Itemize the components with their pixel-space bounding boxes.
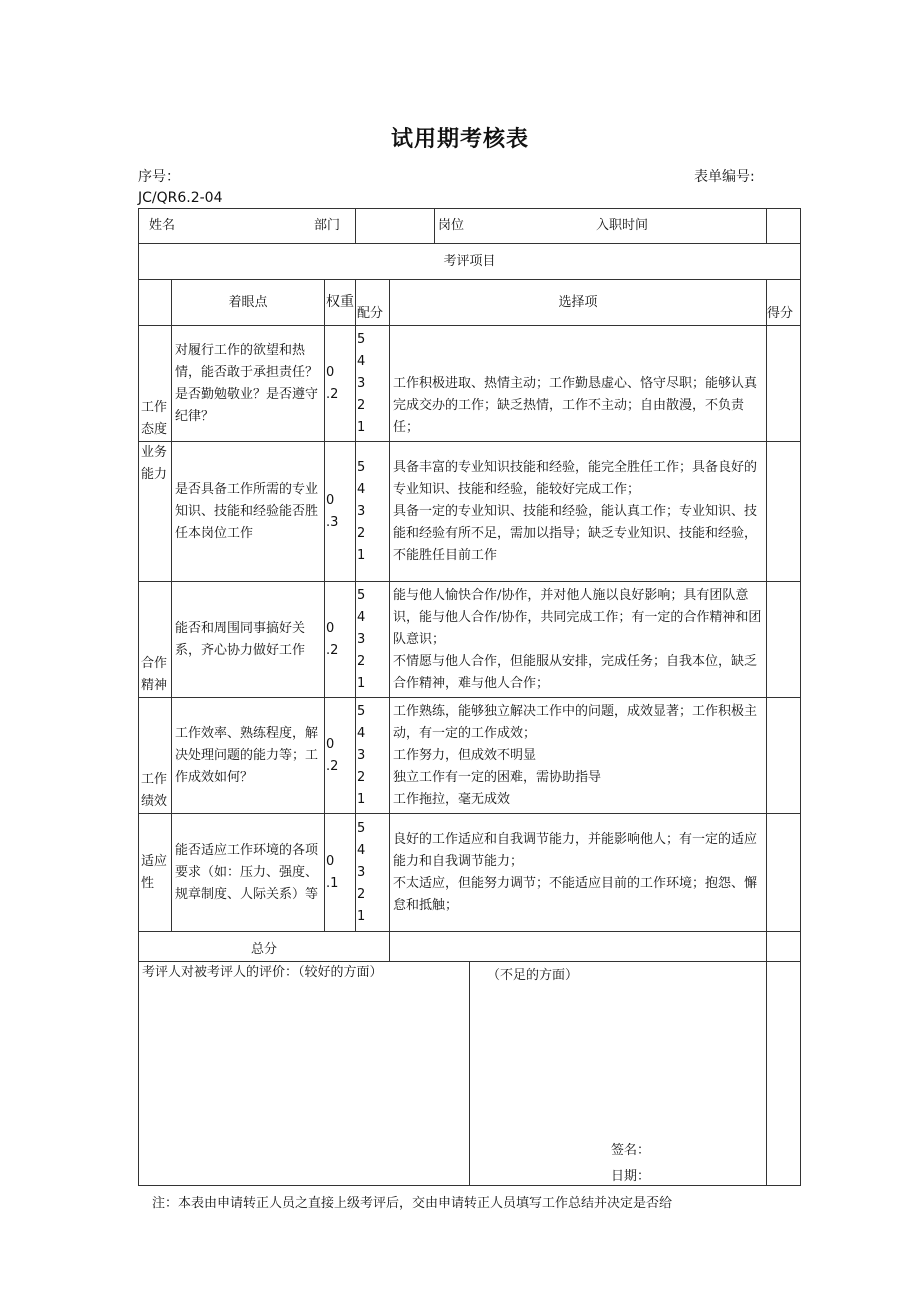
score-5: 5	[357, 587, 366, 603]
criterion-row	[139, 814, 801, 932]
weight-bottom: .3	[326, 514, 339, 530]
criterion-score-cell[interactable]	[767, 814, 801, 932]
criterion-category: 合作精神	[139, 582, 172, 698]
criterion-score-cell[interactable]	[767, 582, 801, 698]
score-4: 4	[357, 609, 366, 625]
dept-label: 部门	[314, 218, 341, 233]
score-3: 3	[357, 375, 366, 391]
section-title-row	[139, 244, 801, 280]
weight-header: 权重	[325, 280, 356, 326]
score-4: 4	[357, 481, 366, 497]
criterion-options	[390, 442, 767, 582]
score-1: 1	[357, 791, 366, 807]
criterion-scores	[356, 326, 390, 442]
criterion-category: 工作绩效	[139, 698, 172, 814]
score-2: 2	[357, 886, 366, 902]
option-text: 具备丰富的专业知识技能和经验，能完全胜任工作；具备良好的专业知识、技能和经验，能较好完成工作；	[393, 459, 758, 497]
total-score-cell[interactable]	[767, 932, 801, 962]
option-text: 能与他人愉快合作/协作，并对他人施以良好影响；具有团队意识，能与他人合作/协作，共同完成工作；有一定的合作精神和团队意识；	[393, 587, 762, 647]
criterion-options	[390, 582, 767, 698]
appraisal-table	[138, 208, 801, 1186]
criterion-scores	[356, 814, 390, 932]
option-text: 不情愿与他人合作，但能服从安排，完成任务；自我本位，缺乏合作精神，难与他人合作；	[393, 653, 758, 691]
column-header-row	[139, 280, 801, 326]
criterion-score-cell[interactable]	[767, 698, 801, 814]
criterion-weight	[325, 582, 356, 698]
footnote: 注：本表由申请转正人员之直接上级考评后，交由申请转正人员填写工作总结并决定是否给	[152, 1196, 673, 1211]
form-code: JC/QR6.2-04	[138, 190, 223, 206]
option-text: 工作拖拉，毫无成效	[393, 791, 511, 807]
score-value-header: 配分	[356, 280, 390, 326]
total-row	[139, 932, 801, 962]
score-4: 4	[357, 353, 366, 369]
criterion-score-cell[interactable]	[767, 326, 801, 442]
criterion-focus: 对履行工作的欲望和热情，能否敢于承担责任？是否勤勉敬业？是否遵守纪律？	[172, 326, 325, 442]
option-text: 良好的工作适应和自我调节能力，并能影响他人；有一定的适应能力和自我调节能力；	[393, 831, 758, 869]
option-text: 工作熟练，能够独立解决工作中的问题，成效显著；工作积极主动，有一定的工作成效；	[393, 703, 758, 741]
criterion-score-cell[interactable]	[767, 442, 801, 582]
total-label: 总分	[139, 932, 390, 962]
option-text: 工作努力，但成效不明显	[393, 747, 537, 763]
option-text: 不太适应，但能努力调节；不能适应目前的工作环境；抱怨、懈怠和抵触；	[393, 875, 758, 913]
score-5: 5	[357, 703, 366, 719]
criterion-row	[139, 698, 801, 814]
hire-date-label: 入职时间	[596, 218, 649, 233]
info-row	[139, 209, 801, 244]
criterion-row	[139, 582, 801, 698]
weight-top: 0	[326, 736, 335, 752]
score-1: 1	[357, 419, 366, 435]
criterion-category: 适应性	[139, 814, 172, 932]
score-1: 1	[357, 547, 366, 563]
position-label: 岗位	[438, 218, 465, 233]
score-1: 1	[357, 675, 366, 691]
criterion-focus: 能否适应工作环境的各项要求（如：压力、强度、规章制度、人际关系）等	[172, 814, 325, 932]
weight-bottom: .2	[326, 758, 339, 774]
criterion-focus: 能否和周围同事搞好关系，齐心协力做好工作	[172, 582, 325, 698]
form-number-label: 表单编号:	[694, 169, 755, 185]
evaluation-row	[139, 962, 801, 1186]
criterion-weight	[325, 442, 356, 582]
criterion-row	[139, 442, 801, 582]
score-2: 2	[357, 525, 366, 541]
option-text: 具备一定的专业知识、技能和经验，能认真工作；专业知识、技能和经验有所不足，需加以指导；缺乏专业知识、技能和经验，不能胜任目前工作	[393, 503, 758, 563]
weight-top: 0	[326, 492, 335, 508]
total-blank-cell	[390, 932, 767, 962]
score-header: 得分	[767, 280, 801, 326]
score-3: 3	[357, 631, 366, 647]
section-title: 考评项目	[139, 244, 801, 280]
bad-aspects-label: （不足的方面）	[487, 968, 579, 983]
criterion-scores	[356, 442, 390, 582]
weight-bottom: .2	[326, 642, 339, 658]
score-1: 1	[357, 908, 366, 924]
criterion-focus: 是否具备工作所需的专业知识、技能和经验能否胜任本岗位工作	[172, 442, 325, 582]
score-5: 5	[357, 820, 366, 836]
score-3: 3	[357, 503, 366, 519]
criterion-weight	[325, 326, 356, 442]
score-5: 5	[357, 331, 366, 347]
criterion-category: 工作态度	[139, 326, 172, 442]
criterion-row	[139, 326, 801, 442]
score-2: 2	[357, 653, 366, 669]
weight-bottom: .1	[326, 875, 339, 891]
page-title: 试用期考核表	[390, 127, 529, 152]
score-4: 4	[357, 842, 366, 858]
criterion-weight	[325, 698, 356, 814]
criterion-focus: 工作效率、熟练程度，解决处理问题的能力等；工作成效如何？	[172, 698, 325, 814]
weight-bottom: .2	[326, 386, 339, 402]
weight-top: 0	[326, 620, 335, 636]
serial-label: 序号：	[138, 169, 180, 185]
good-aspects-label: 考评人对被考评人的评价：（较好的方面）	[142, 965, 383, 980]
criterion-scores	[356, 698, 390, 814]
criterion-weight	[325, 814, 356, 932]
header-blank-cell	[139, 280, 172, 326]
option-text: 工作积极进取、热情主动；工作勤恳虚心、恪守尽职；能够认真完成交办的工作；缺乏热情，工作不主动；自由散漫，不负责任；	[393, 376, 758, 435]
score-4: 4	[357, 725, 366, 741]
score-2: 2	[357, 769, 366, 785]
score-2: 2	[357, 397, 366, 413]
evaluation-side-cell	[767, 962, 801, 1186]
score-3: 3	[357, 747, 366, 763]
weight-top: 0	[326, 364, 335, 380]
options-header: 选择项	[390, 280, 767, 326]
criterion-scores	[356, 582, 390, 698]
evaluation-cell	[139, 962, 767, 1186]
criterion-category: 业务能力	[139, 442, 172, 582]
name-label: 姓名	[149, 218, 176, 233]
name-dept-cell	[139, 209, 356, 244]
info-blank-cell	[767, 209, 801, 244]
criterion-options	[390, 326, 767, 442]
focus-header: 着眼点	[172, 280, 325, 326]
date-label: 日期：	[611, 1169, 651, 1184]
criterion-options	[390, 814, 767, 932]
score-5: 5	[357, 459, 366, 475]
criterion-options	[390, 698, 767, 814]
sign-label: 签名：	[611, 1143, 651, 1158]
weight-top: 0	[326, 853, 335, 869]
dept-position-cell	[356, 209, 767, 244]
option-text: 独立工作有一定的困难，需协助指导	[393, 769, 602, 785]
score-3: 3	[357, 864, 366, 880]
